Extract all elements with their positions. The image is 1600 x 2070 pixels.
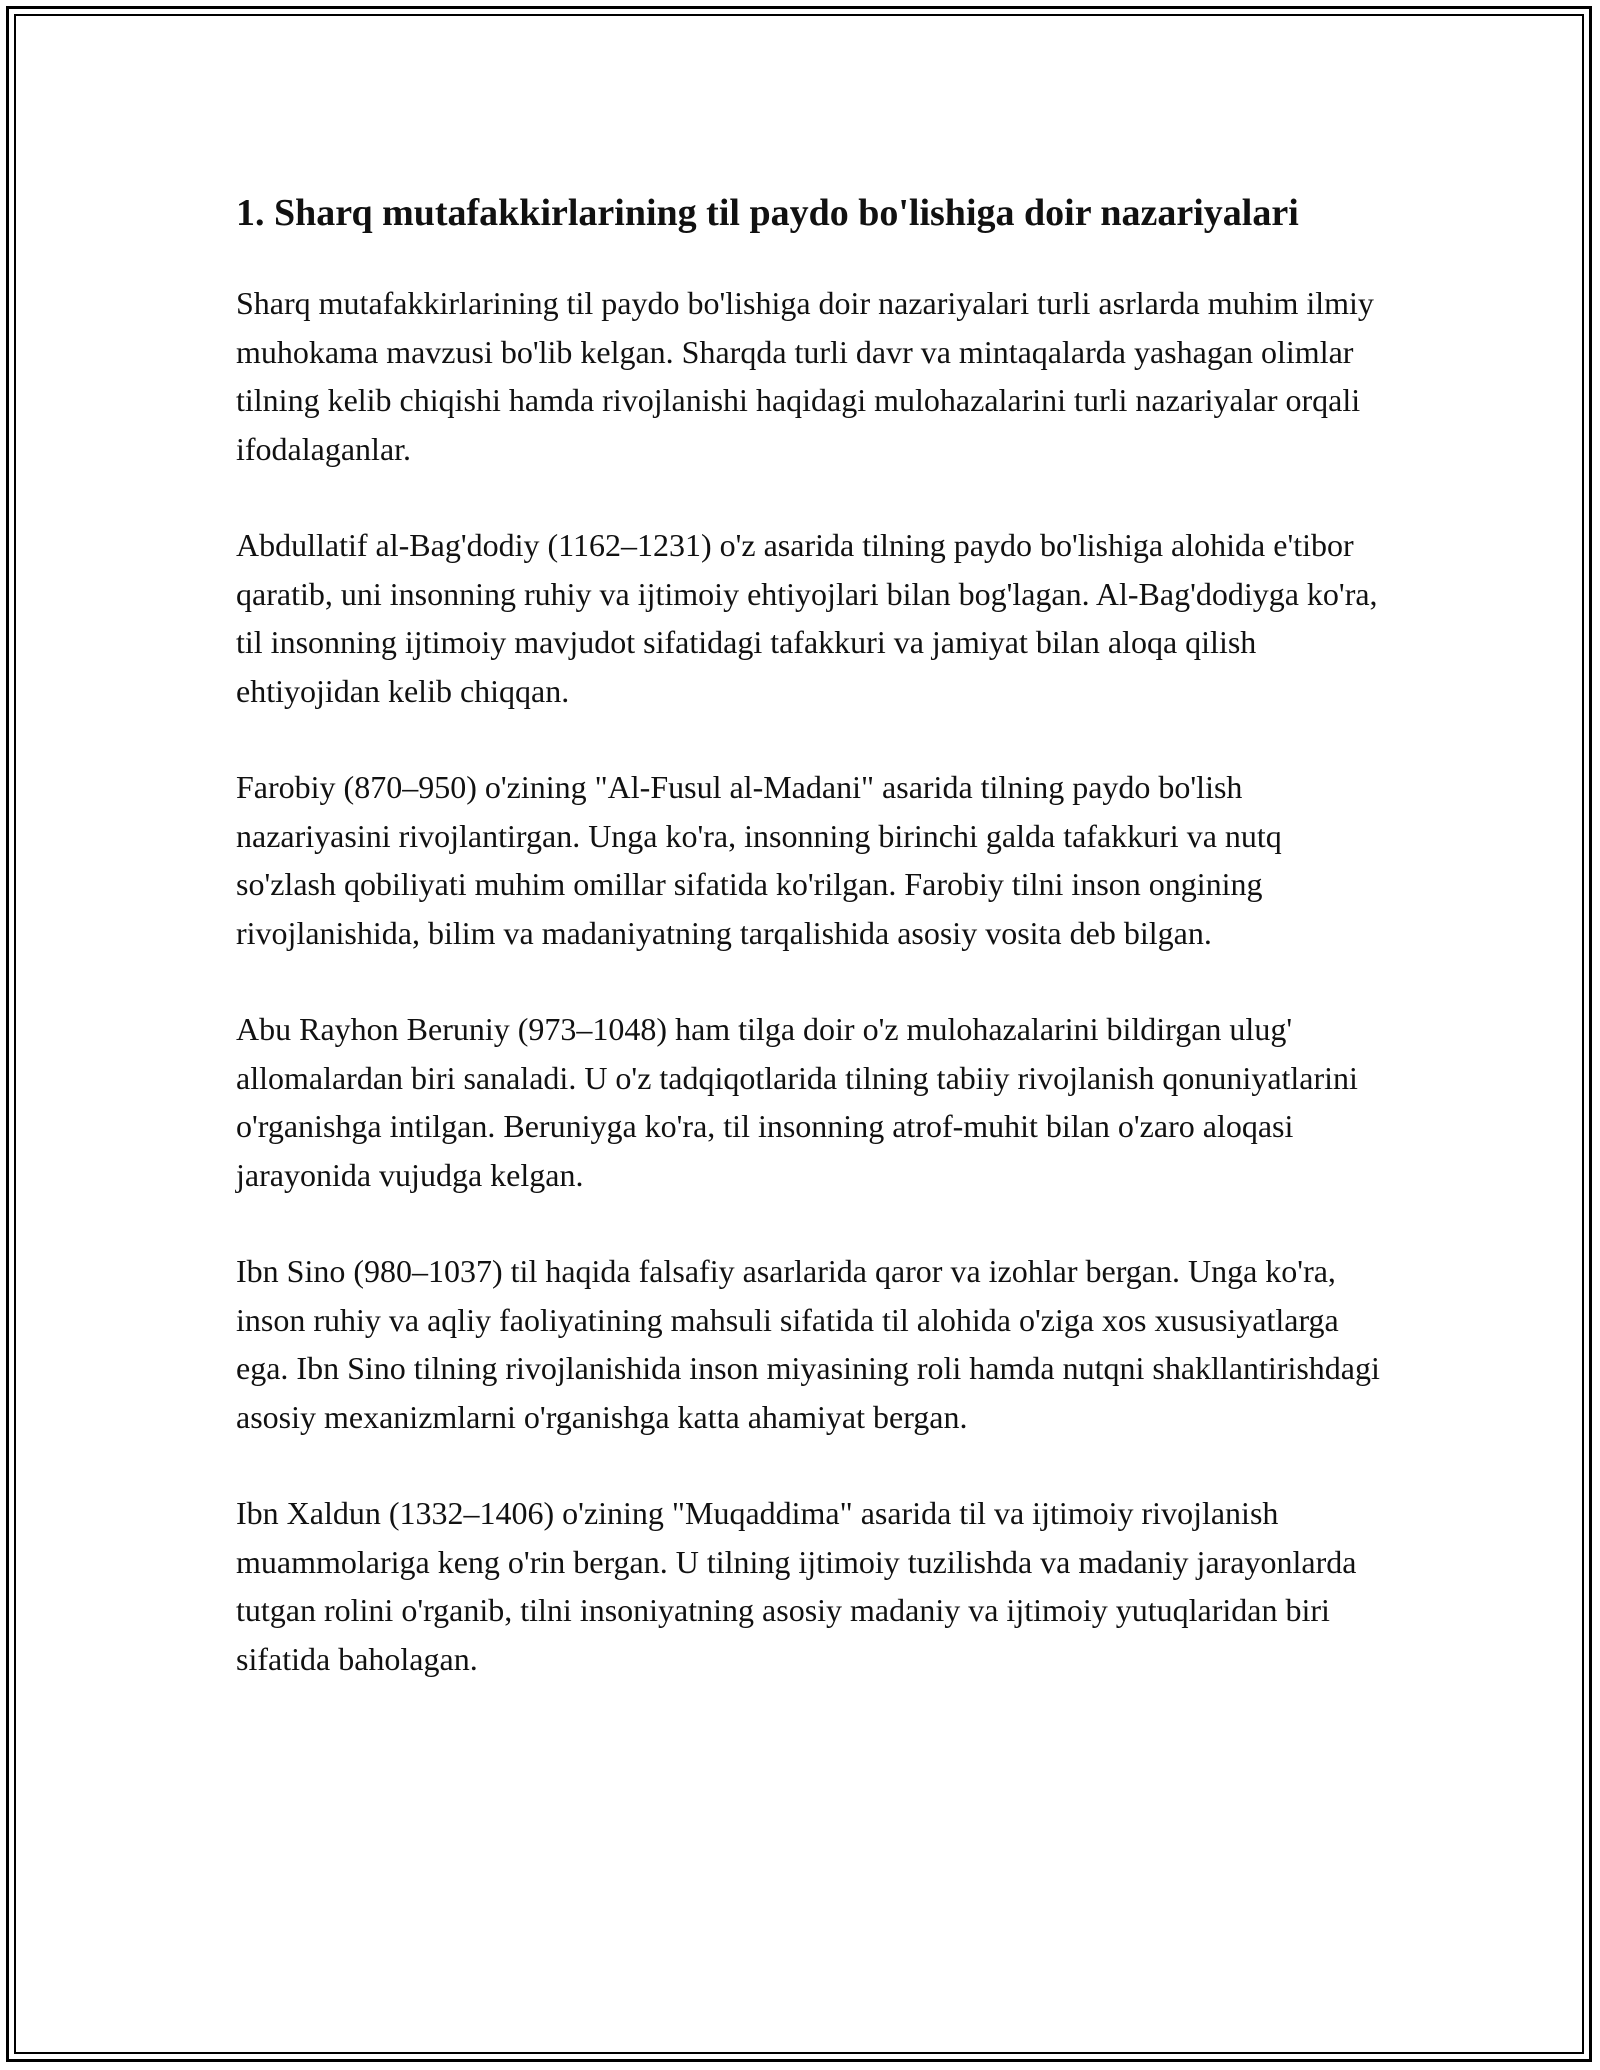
paragraph-beruniy: Abu Rayhon Beruniy (973–1048) ham tilga doir o'z mulohazalarini bildirgan ulug' allomalardan biri sanaladi. U o'z tadqiqotlarida tilning tabiiy rivojlanish qonuniyatlarini o'rganishga intilgan. Beruniyga ko'ra, til insonning atrof-muhit bilan o'zaro aloqasi jarayonida vujudga kelgan. — [236, 1011, 1358, 1193]
paragraph-al-bagdodiy: Abdullatif al-Bag'dodiy (1162–1231) o'z asarida tilning paydo bo'lishiga alohida e'tibor qaratib, uni insonning ruhiy va ijtimoiy ehtiyojlari bilan bog'lagan. Al-Bag'dodiyga ko'ra, til insonning ijtimoiy mavjudot sifatidagi tafakkuri va jamiyat bilan aloqa qilish ehtiyojidan kelib chiqqan. — [236, 527, 1378, 709]
paragraph-ibn-xaldun: Ibn Xaldun (1332–1406) o'zining "Muqaddima" asarida til va ijtimoiy rivojlanish muammolariga keng o'rin bergan. U tilning ijtimoiy tuzilishda va madaniy jarayonlarda tutgan rolini o'rganib, tilni insoniyatning asosiy madaniy va ijtimoiy yutuqlaridan biri sifatida baholagan. — [236, 1495, 1357, 1677]
paragraph-ibn-sino: Ibn Sino (980–1037) til haqida falsafiy asarlarida qaror va izohlar bergan. Unga ko'ra, inson ruhiy va aqliy faoliyatining mahsuli sifatida til alohida o'ziga xos xususiyatlarga ega. Ibn Sino tilning rivojlanishida inson miyasining roli hamda nutqni shakllantirishdagi asosiy mexanizmlarni o'rganishga katta ahamiyat bergan. — [236, 1253, 1380, 1435]
paragraph-farobiy: Farobiy (870–950) o'zining "Al-Fusul al-Madani" asarida tilning paydo bo'lish nazariyasini rivojlantirgan. Unga ko'ra, insonning birinchi galda tafakkuri va nutq so'zlash qobiliyati muhim omillar sifatida ko'rilgan. Farobiy tilni inson ongining rivojlanishida, bilim va madaniyatning tarqalishida asosiy vosita deb bilgan. — [236, 769, 1282, 951]
document-body — [236, 186, 1386, 1731]
paragraph-intro: Sharq mutafakkirlarining til paydo bo'lishiga doir nazariyalari turli asrlarda muhim ilmiy muhokama mavzusi bo'lib kelgan. Sharqda turli davr va mintaqalarda yashagan olimlar tilning kelib chiqishi hamda rivojlanishi haqidagi mulohazalarini turli nazariyalar orqali ifodalaganlar. — [236, 285, 1374, 467]
section-heading: 1. Sharq mutafakkirlarining til paydo bo'lishiga doir nazariyalari — [236, 192, 1299, 234]
